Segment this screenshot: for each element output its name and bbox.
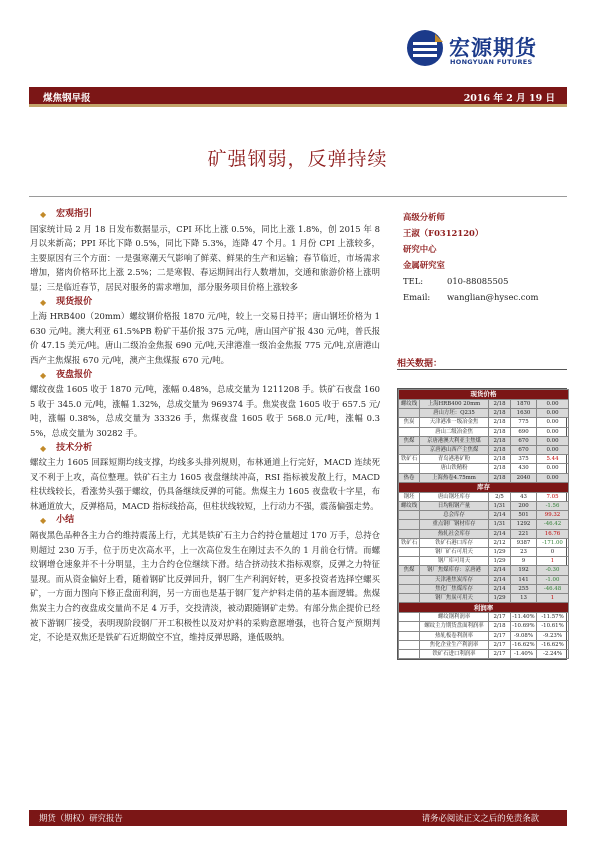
cell-item: 唐山二级冶金焦 [420,427,489,436]
table-row [399,464,569,473]
table-row [399,427,569,436]
market-data-table [397,388,567,660]
cell-date: 2/17 [489,631,511,640]
cell-cat [399,548,420,557]
analyst-name: 王淑（F0312120） [403,228,484,238]
table-row [399,502,569,511]
cell-value: 141 [511,575,537,584]
section-heading: 夜盘报价 [56,369,93,380]
cell-value: 1630 [511,409,537,418]
dept-research-center: 研究中心 [403,244,437,254]
footer-bar [29,810,567,826]
table-row [399,492,569,501]
cell-cat [399,631,420,640]
document-title: 矿强钢弱，反弹持续 [207,148,388,170]
cell-value: 1870 [511,400,537,409]
footer-left: 期货（期权）研究报告 [39,813,123,823]
cell-date: 2/18 [489,446,511,455]
cell-cat [399,640,420,649]
cell-cat: 焦煤 [399,436,420,445]
cell-date: 2/5 [489,492,511,501]
diamond-bullet-icon: ◆ [40,442,47,453]
cell-cat [399,650,420,659]
table-row [399,446,569,455]
table-row [399,622,569,631]
cell-value: 255 [511,584,537,593]
table-row [399,529,569,538]
cell-change: -0.30 [537,566,569,575]
cell-value: -11.40% [512,614,535,621]
section-spot [30,295,380,368]
cell-date: 2/17 [489,640,511,649]
cell-date: 2/14 [489,529,511,538]
cell-date: 2/18 [489,409,511,418]
cell-change: 99.32 [537,511,569,520]
cell-item: 钢厂库可用天 [420,557,489,566]
cell-date: 2/18 [489,400,511,409]
cell-change: 5.44 [537,455,569,464]
section-body: 上海 HRB400（20mm）螺纹钢价格报 1870 元/吨，较上一交易日持平；唐山钢坯价格为 1630 元/吨。澳大利亚 61.5%PB 粉矿干基价报 375 元/吨，唐山国产矿报 430 元/吨，普氏报价 47.15 美元/吨。唐山二级冶金焦报 690 元/吨,天津港准一级冶金焦报 775 元/吨,京唐港山西产主焦煤报 670 元/吨，澳产主焦煤报 670 元/吨。 [30,311,380,365]
brand-logo [405,26,565,70]
table-section-header [399,482,569,492]
section-macro [30,207,380,295]
cell-cat [399,594,420,603]
cell-date: 2/12 [489,538,511,547]
cell-change: -1.56 [537,502,569,511]
table-row [399,557,569,566]
cell-change: -16.62% [537,640,569,649]
cell-cat: 焦煤 [399,566,420,575]
cell-change: -1.00 [537,575,569,584]
cell-change: 1 [537,557,569,566]
table-row [399,409,569,418]
cell-date: 1/29 [489,594,511,603]
cell-change: -11.57% [537,613,569,622]
section-heading: 宏观指引 [56,209,93,219]
table-row [399,436,569,445]
table-row [399,613,569,622]
table-row [399,418,569,427]
table-section-header [399,390,569,400]
cell-cat: 焦炭 [399,418,420,427]
cell-cat: 螺纹线 [399,400,420,409]
cell-item: 钢厂焦炭可用天 [420,594,489,603]
cell-item: 铁矿石港口库存 [420,538,489,547]
cell-date: 1/29 [489,557,511,566]
cell-change: 0.00 [537,446,569,455]
cell-cat [399,409,420,418]
cell-change: 7.05 [537,492,569,501]
cell-change: 0.00 [537,409,569,418]
cell-value: -9.08% [511,631,537,640]
table-section-header [399,603,569,613]
section-heading: 技术分析 [56,442,93,453]
cell-change: 0.00 [537,436,569,445]
cell-item: 唐山铁精粉 [420,464,489,473]
table-row [399,640,569,649]
cell-value: 501 [511,511,537,520]
analyst-info [403,209,568,305]
section-heading: 小结 [56,515,75,526]
cell-cat: 钢坯 [399,492,420,501]
table-row [399,584,569,593]
table-row [399,575,569,584]
cell-item: 重点钢厂钢材库存 [420,520,489,529]
cell-value: 375 [511,455,537,464]
cell-value: 23 [511,548,537,557]
section-body: 隔夜黑色品种各主力合约维持震荡上行，尤其是铁矿石主力合约持仓量超过 170 万手，总持仓则超过 230 万手，位于历史次高水平，上一次高位发生在刚过去不久的 1 月前仓行情。而螺纹钢增仓速象并不十分明显，主力合约仓位继续下滑。结合挤动技术指标观察，反弹之力特征显现。而从资金偏好上看，随着钢矿比反弹回升，钢厂生产利润好转，更多投资者选择空螺买矿，一方面力图向下修正盘面利润，另一方面也是基于钢厂复产炉料走俏的基本面逻辑。焦煤焦炭主力合约夜盘成交量尚不足 4 万手，交投清淡，被动跟随钢矿走势。有部分焦企提价已经被下游钢厂接受，表明现阶段钢厂开工积极性以及对炉料的采购意愿增强，也符合复产预期判定，不论是双焦还是铁矿石近期做空不宜，维持反弹思路，逢低吸纳。 [30,530,380,643]
cell-value: -1.40% [511,650,537,659]
brand-name-en: HONGYUAN FUTURES [450,58,533,66]
section-heading: 现货报价 [56,296,93,307]
cell-value: 775 [511,418,537,427]
cell-change: 0.00 [537,400,569,409]
cell-change: 16.76 [537,529,569,538]
cell-change: -9.23% [537,631,569,640]
table-row [399,455,569,464]
cell-item: 螺纹钢利润率 [420,613,489,622]
cell-cat: 热卷 [399,473,420,482]
cell-date: 2/17 [489,650,511,659]
cell-cat: 铁矿石 [399,455,420,464]
cell-value: 1292 [511,520,537,529]
cell-value: 430 [511,464,537,473]
table-row [399,473,569,482]
section-night [30,368,380,441]
section-title: 库存 [399,482,569,492]
cell-item: 钢厂矿石可用天 [420,548,489,557]
section-body: 螺纹夜盘 1605 收于 1870 元/吨，涨幅 0.48%，总成交量为 1211208 手。铁矿石夜盘 1605 收于 345.0 元/吨，涨幅 1.32%，总成交量为 969374 手。焦炭夜盘 1605 收于 657.5 元/吨，涨幅 0.38%，总成交量为 33326 手，焦煤夜盘 1605 收于 568.0 元/吨，涨幅 0.35%，总成交量为 30282 手。 [30,384,380,438]
cell-date: 2/14 [489,584,511,593]
cell-item: 热轧社会库存 [420,529,489,538]
cell-date: 2/14 [489,575,511,584]
section-title: 现货价格 [399,390,569,400]
cell-item: 焦化企业生产利润率 [420,640,489,649]
cell-cat: 铁矿石 [399,538,420,547]
cell-date: 2/18 [489,455,511,464]
cell-change: -46.42 [537,520,569,529]
cell-date: 1/29 [489,548,511,557]
email-link[interactable]: wanglian@hysec.com [447,292,539,302]
cell-cat [399,622,420,631]
cell-change: -46.48 [537,584,569,593]
section-title: 利润率 [399,603,569,613]
cell-item: 总会库存 [420,511,489,520]
tel-value: 010-88085505 [447,276,509,286]
cell-value: 43 [511,492,537,501]
cell-value: -16.62% [512,641,535,648]
cell-item: 唐山钢坯库存 [420,492,489,501]
cell-cat [399,584,420,593]
diamond-bullet-icon: ◆ [40,209,47,219]
email-row [403,289,568,305]
cell-item: 铁矿石进口利润率 [420,650,489,659]
cell-value: 670 [511,436,537,445]
cell-value: 13 [511,594,537,603]
cell-date: 2/18 [489,436,511,445]
cell-date: 2/18 [489,418,511,427]
cell-value: 221 [511,529,537,538]
cell-item: 上海热卷4.75mm [420,473,489,482]
cell-date: 2/18 [489,473,511,482]
cell-item: 螺纹主力期货盘面利润率 [420,622,489,631]
cell-value: 2040 [511,473,537,482]
cell-value: 670 [511,446,537,455]
cell-date: 2/18 [489,427,511,436]
table-row [399,400,569,409]
cell-cat [399,529,420,538]
cell-date: 1/31 [489,502,511,511]
dept-metal-lab: 金属研究室 [403,260,445,270]
cell-item: 天津港准一级冶金焦 [420,418,489,427]
diamond-bullet-icon: ◆ [40,515,47,526]
section-technical [30,441,380,514]
cell-item: 焦化厂焦煤库存 [420,584,489,593]
cell-cat [399,464,420,473]
table-row [399,594,569,603]
cell-cat [399,613,420,622]
cell-cat [399,557,420,566]
header-bar [29,87,567,107]
cell-cat: 螺纹线 [399,502,420,511]
cell-change: 0.00 [537,473,569,482]
cell-value: 192 [511,566,537,575]
cell-change: 0.00 [537,427,569,436]
cell-value: 200 [511,502,537,511]
cell-item: 上海HRB400 20mm [420,400,489,409]
footer-disclaimer: 请务必阅读正文之后的免责条款 [421,813,539,823]
table-row [399,520,569,529]
cell-date: 2/14 [489,511,511,520]
cell-item: 热轧板卷利润率 [420,631,489,640]
report-date: 2016 年 2 月 19 日 [463,93,555,104]
tel-label: TEL: [403,276,424,286]
cell-date: 2/18 [489,622,511,631]
cell-item: 钢厂焦煤库存：京唐港 [420,566,489,575]
tel-row [403,273,568,289]
cell-change: 0.00 [537,464,569,473]
cell-item: 京唐港澳大利亚主焦煤 [420,436,489,445]
cell-item: 青岛港港矿粉 [420,455,489,464]
cell-date: 2/14 [489,566,511,575]
cell-cat [399,575,420,584]
diamond-bullet-icon: ◆ [40,296,47,307]
related-data-heading: 相关数据： [397,356,567,370]
cell-change: -10.61% [537,622,569,631]
cell-change: -171.00 [537,538,569,547]
cell-item: 天津港焦炭库存 [420,575,489,584]
cell-change: 0.00 [537,418,569,427]
cell-date: 1/31 [489,520,511,529]
cell-change: 0 [537,548,569,557]
table-row [399,548,569,557]
section-body: 螺纹主力 1605 回踩短期均线支撑，均线多头排列规则，布林通道上行完好，MACD 连续死叉不利于上攻，高位整理。铁矿石主力 1605 夜盘继续冲高，RSI 指标被发散上行，MACD 柱状线较长，看涨势头强于螺纹，仍具备继续反弹的可能。焦煤主力 1605 夜盘收十字星，布林通道放大，反弹格局，MACD 指标线拾高，但柱状线较短，上行动力不强，震荡偏强走势。 [30,457,380,511]
diamond-bullet-icon: ◆ [40,369,47,380]
brand-name-cn: 宏源期货 [449,36,537,60]
table-row [399,566,569,575]
table-row [399,511,569,520]
cell-value: 9 [511,557,537,566]
table-row [399,631,569,640]
cell-change: -2.24% [537,650,569,659]
hongyuan-logo-icon [405,28,445,68]
report-type: 煤焦钢早报 [43,93,91,104]
cell-change: 1 [537,594,569,603]
cell-value: 9387 [511,538,537,547]
cell-cat [399,520,420,529]
email-label: Email: [403,292,431,302]
section-summary [30,513,380,644]
main-content [30,207,380,645]
section-body: 国家统计局 2 月 18 日发布数据显示，CPI 环比上涨 0.5%，同比上涨 1.8%，创 2015 年 8 月以来新高；PPI 环比下降 0.5%，同比下降 5.3%，连降 47 个月。1 月份 CPI 上涨较多，主要原因有三个方面：一是强寒潮天气影响了鲜菜、鲜果的生产和运输；春节临近，市场需求增加，猪肉价格环比上涨 2.5%；二是寒假、春运期间出行人数增加，交通和旅游价格上涨明显；三是临近春节，居民对服务的需求增加，部分服务项目价格上涨较多 [30,223,380,292]
cell-item: 唐山方坯：Q235 [420,409,489,418]
title-divider [29,196,567,197]
cell-cat [399,446,420,455]
cell-cat [399,511,420,520]
cell-cat [399,427,420,436]
table-row [399,650,569,659]
cell-date: 2/18 [489,464,511,473]
cell-item: 京唐港山西产主焦煤 [420,446,489,455]
analyst-title: 高级分析师 [403,212,445,222]
cell-item: 日均粗钢产量 [420,502,489,511]
cell-value: 690 [511,427,537,436]
cell-value: -10.69% [512,623,535,630]
table-row [399,538,569,547]
cell-date: 2/17 [489,613,511,622]
